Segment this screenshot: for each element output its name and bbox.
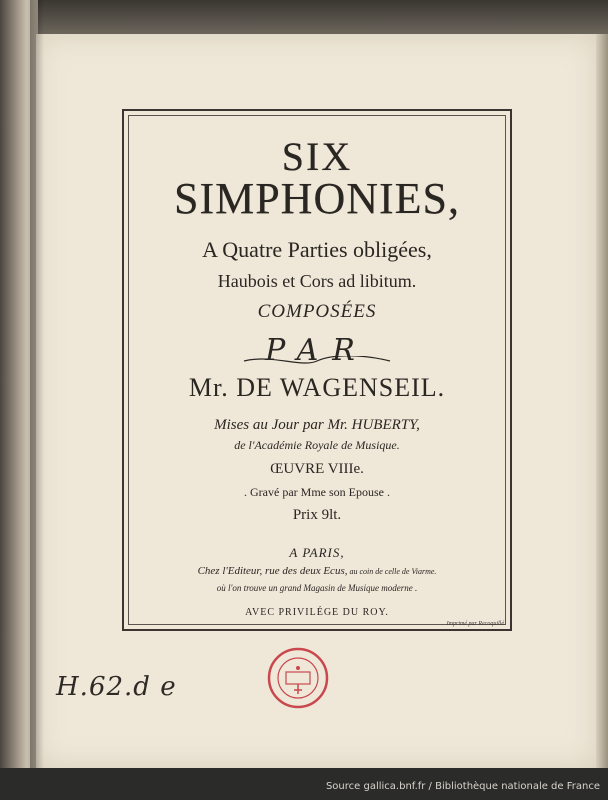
subtitle-quatre-parties: A Quatre Parties obligées,	[202, 237, 432, 262]
printer-credit: Imprimé par Recoquillé	[446, 621, 504, 627]
oeuvre-number: ŒUVRE VIIIe.	[270, 461, 364, 477]
royal-privilege: AVEC PRIVILÉGE DU ROY.	[245, 607, 389, 618]
publisher-line: Mises au Jour par Mr. HUBERTY,	[214, 417, 420, 433]
library-stamp	[266, 646, 330, 710]
handwritten-shelfmark: H.62.d e	[56, 672, 177, 702]
page-right-edge	[596, 34, 608, 768]
engraver-line: . Gravé par Mme son Epouse .	[244, 485, 390, 499]
subtitle-haubois: Haubois et Cors ad libitum.	[217, 271, 417, 291]
composees-label: COMPOSÉES	[257, 301, 377, 322]
academie-line: de l'Académie Royale de Musique.	[234, 438, 400, 452]
par-flourish-ornament	[242, 356, 392, 366]
par-label: PAR	[265, 333, 369, 368]
title-frame	[122, 109, 512, 631]
title-six: SIX	[281, 134, 353, 179]
address-city: A PARIS,	[289, 545, 345, 560]
title-simphonies: SIMPHONIES,	[173, 174, 461, 223]
address-chez-small: au coin de celle de Viarme.	[347, 567, 437, 576]
source-credit: Source gallica.bnf.fr / Bibliothèque nationale de France	[325, 781, 600, 792]
scan-top-edge	[36, 0, 608, 34]
price-line: Prix 9lt.	[292, 507, 342, 523]
gutter-shadow	[30, 0, 44, 768]
composer-name: Mr. DE WAGENSEIL.	[188, 373, 446, 402]
address-chez: Chez l'Editeur, rue des deux Ecus,	[197, 565, 348, 577]
address-chez-line	[124, 565, 510, 577]
address-magasin: où l'on trouve un grand Magasin de Musique moderne .	[216, 583, 418, 593]
